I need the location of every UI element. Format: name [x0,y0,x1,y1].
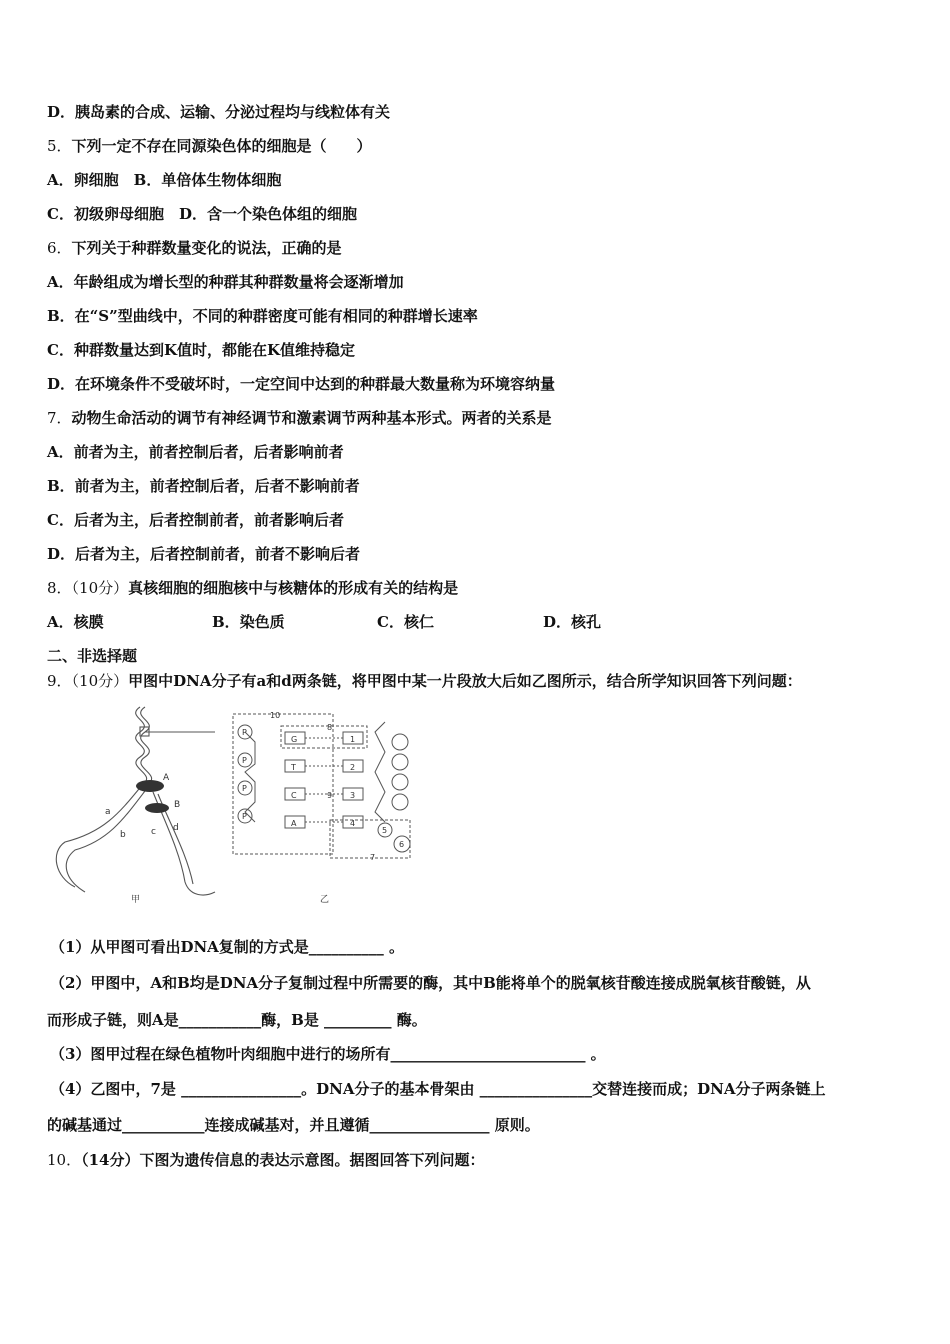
q9-number: 9．（10分） [47,672,129,690]
num-5: 5 [382,826,388,835]
q9-text: 甲图中DNA分子有a和d两条链，将甲图中某一片段放大后如乙图所示，结合所学知识回答下列问题： [128,672,802,690]
dna-figure-svg [45,702,425,912]
q8-option-c: C．核仁 [377,613,434,631]
q7-number: 7． [47,409,72,427]
q10-number: 10． [47,1151,82,1169]
q6-option-a: A．年龄组成为增长型的种群其种群数量将会逐渐增加 [47,273,404,291]
q6-option-c: C．种群数量达到K值时，都能在K值维持稳定 [47,341,356,359]
q9-part2-line2: 而形成子链，则A是___________酶，B是 _________ 酶。 [47,1011,427,1029]
section-heading: 二、非选择题 [47,647,138,665]
label-yi: 乙 [320,895,330,905]
base-right-2: 2 [350,763,356,772]
base-left-1: G [291,735,298,744]
q10-stem [47,1150,484,1170]
base-right-3: 3 [350,791,356,800]
label-B: B [174,800,181,810]
q9-part4-line2: 的碱基通过___________连接成碱基对，并且遵循________________ 原则。 [47,1116,540,1134]
q7-text: 动物生命活动的调节有神经调节和激素调节两种基本形式。两者的关系是 [71,409,552,427]
label-A: A [163,773,170,783]
label-jia: 甲 [131,895,141,905]
q5-options-row1: A．卵细胞 B．单倍体生物体细胞 [47,171,282,189]
figure-jia [56,707,215,895]
q4-option-d: D．胰岛素的合成、运输、分泌过程均与线粒体有关 [47,103,391,121]
q7-stem [47,408,552,428]
num-8: 8 [327,723,333,732]
q9-part1: （1）从甲图可看出DNA复制的方式是__________ 。 [50,938,405,956]
dna-replication-figure [45,702,425,912]
label-c: c [151,827,156,837]
p-label-1: P [242,728,247,737]
label-a: a [105,807,111,817]
base-right-1: 1 [350,735,356,744]
q8-option-b: B．染色质 [212,613,285,631]
base-left-3: C [291,791,297,800]
q7-option-d: D．后者为主，后者控制前者，前者不影响后者 [47,545,361,563]
q8-stem [47,578,458,598]
num-6: 6 [399,840,405,849]
base-right-4: 4 [350,819,356,828]
label-b: b [120,830,126,840]
q8-option-a: A．核膜 [47,613,104,631]
enzyme-b-shape [145,803,169,813]
q8-number: 8．（10分） [47,579,129,597]
label-d: d [173,823,179,833]
q5-text: 下列一定不存在同源染色体的细胞是（ ） [71,137,372,155]
p-label-4: P [242,812,247,821]
q9-part4-line1: （4）乙图中，7是 ________________。DNA分子的基本骨架由 _______________交替连接而成；DNA分子两条链上 [50,1080,826,1098]
enzyme-a-shape [136,780,164,792]
base-left-2: T [291,763,296,772]
p-label-2: P [242,756,247,765]
q8-option-d: D．核孔 [543,613,602,631]
num-7: 7 [370,853,376,862]
q7-option-b: B．前者为主，前者控制后者，后者不影响前者 [47,477,360,495]
q5-number: 5． [47,137,72,155]
q7-option-c: C．后者为主，后者控制前者，前者影响后者 [47,511,344,529]
base-left-4: A [291,819,297,828]
p-label-3: P [242,784,247,793]
q10-text: （14分）下图为遗传信息的表达示意图。据图回答下列问题： [81,1151,485,1169]
q9-part2-line1: （2）甲图中，A和B均是DNA分子复制过程中所需要的酶，其中B能将单个的脱氧核苷酸连接成脱氧核苷酸链，从 [50,974,811,992]
q6-option-d: D．在环境条件不受破坏时，一定空间中达到的种群最大数量称为环境容纳量 [47,375,556,393]
figure-yi [233,714,410,858]
q7-option-a: A．前者为主，前者控制后者，后者影响前者 [47,443,344,461]
q6-option-b: B．在“S”型曲线中，不同的种群密度可能有相同的种群增长速率 [47,307,478,325]
q6-text: 下列关于种群数量变化的说法，正确的是 [71,239,342,257]
num-10: 10 [270,711,281,720]
q6-stem [47,238,342,258]
q9-part3: （3）图甲过程在绿色植物叶肉细胞中进行的场所有__________________________ 。 [50,1045,606,1063]
q9-stem [47,671,802,691]
q8-text: 真核细胞的细胞核中与核糖体的形成有关的结构是 [128,579,459,597]
q6-number: 6． [47,239,72,257]
num-9: 9 [327,791,333,800]
q5-options-row2: C．初级卵母细胞 D．含一个染色体组的细胞 [47,205,357,223]
q5-stem [47,136,372,156]
